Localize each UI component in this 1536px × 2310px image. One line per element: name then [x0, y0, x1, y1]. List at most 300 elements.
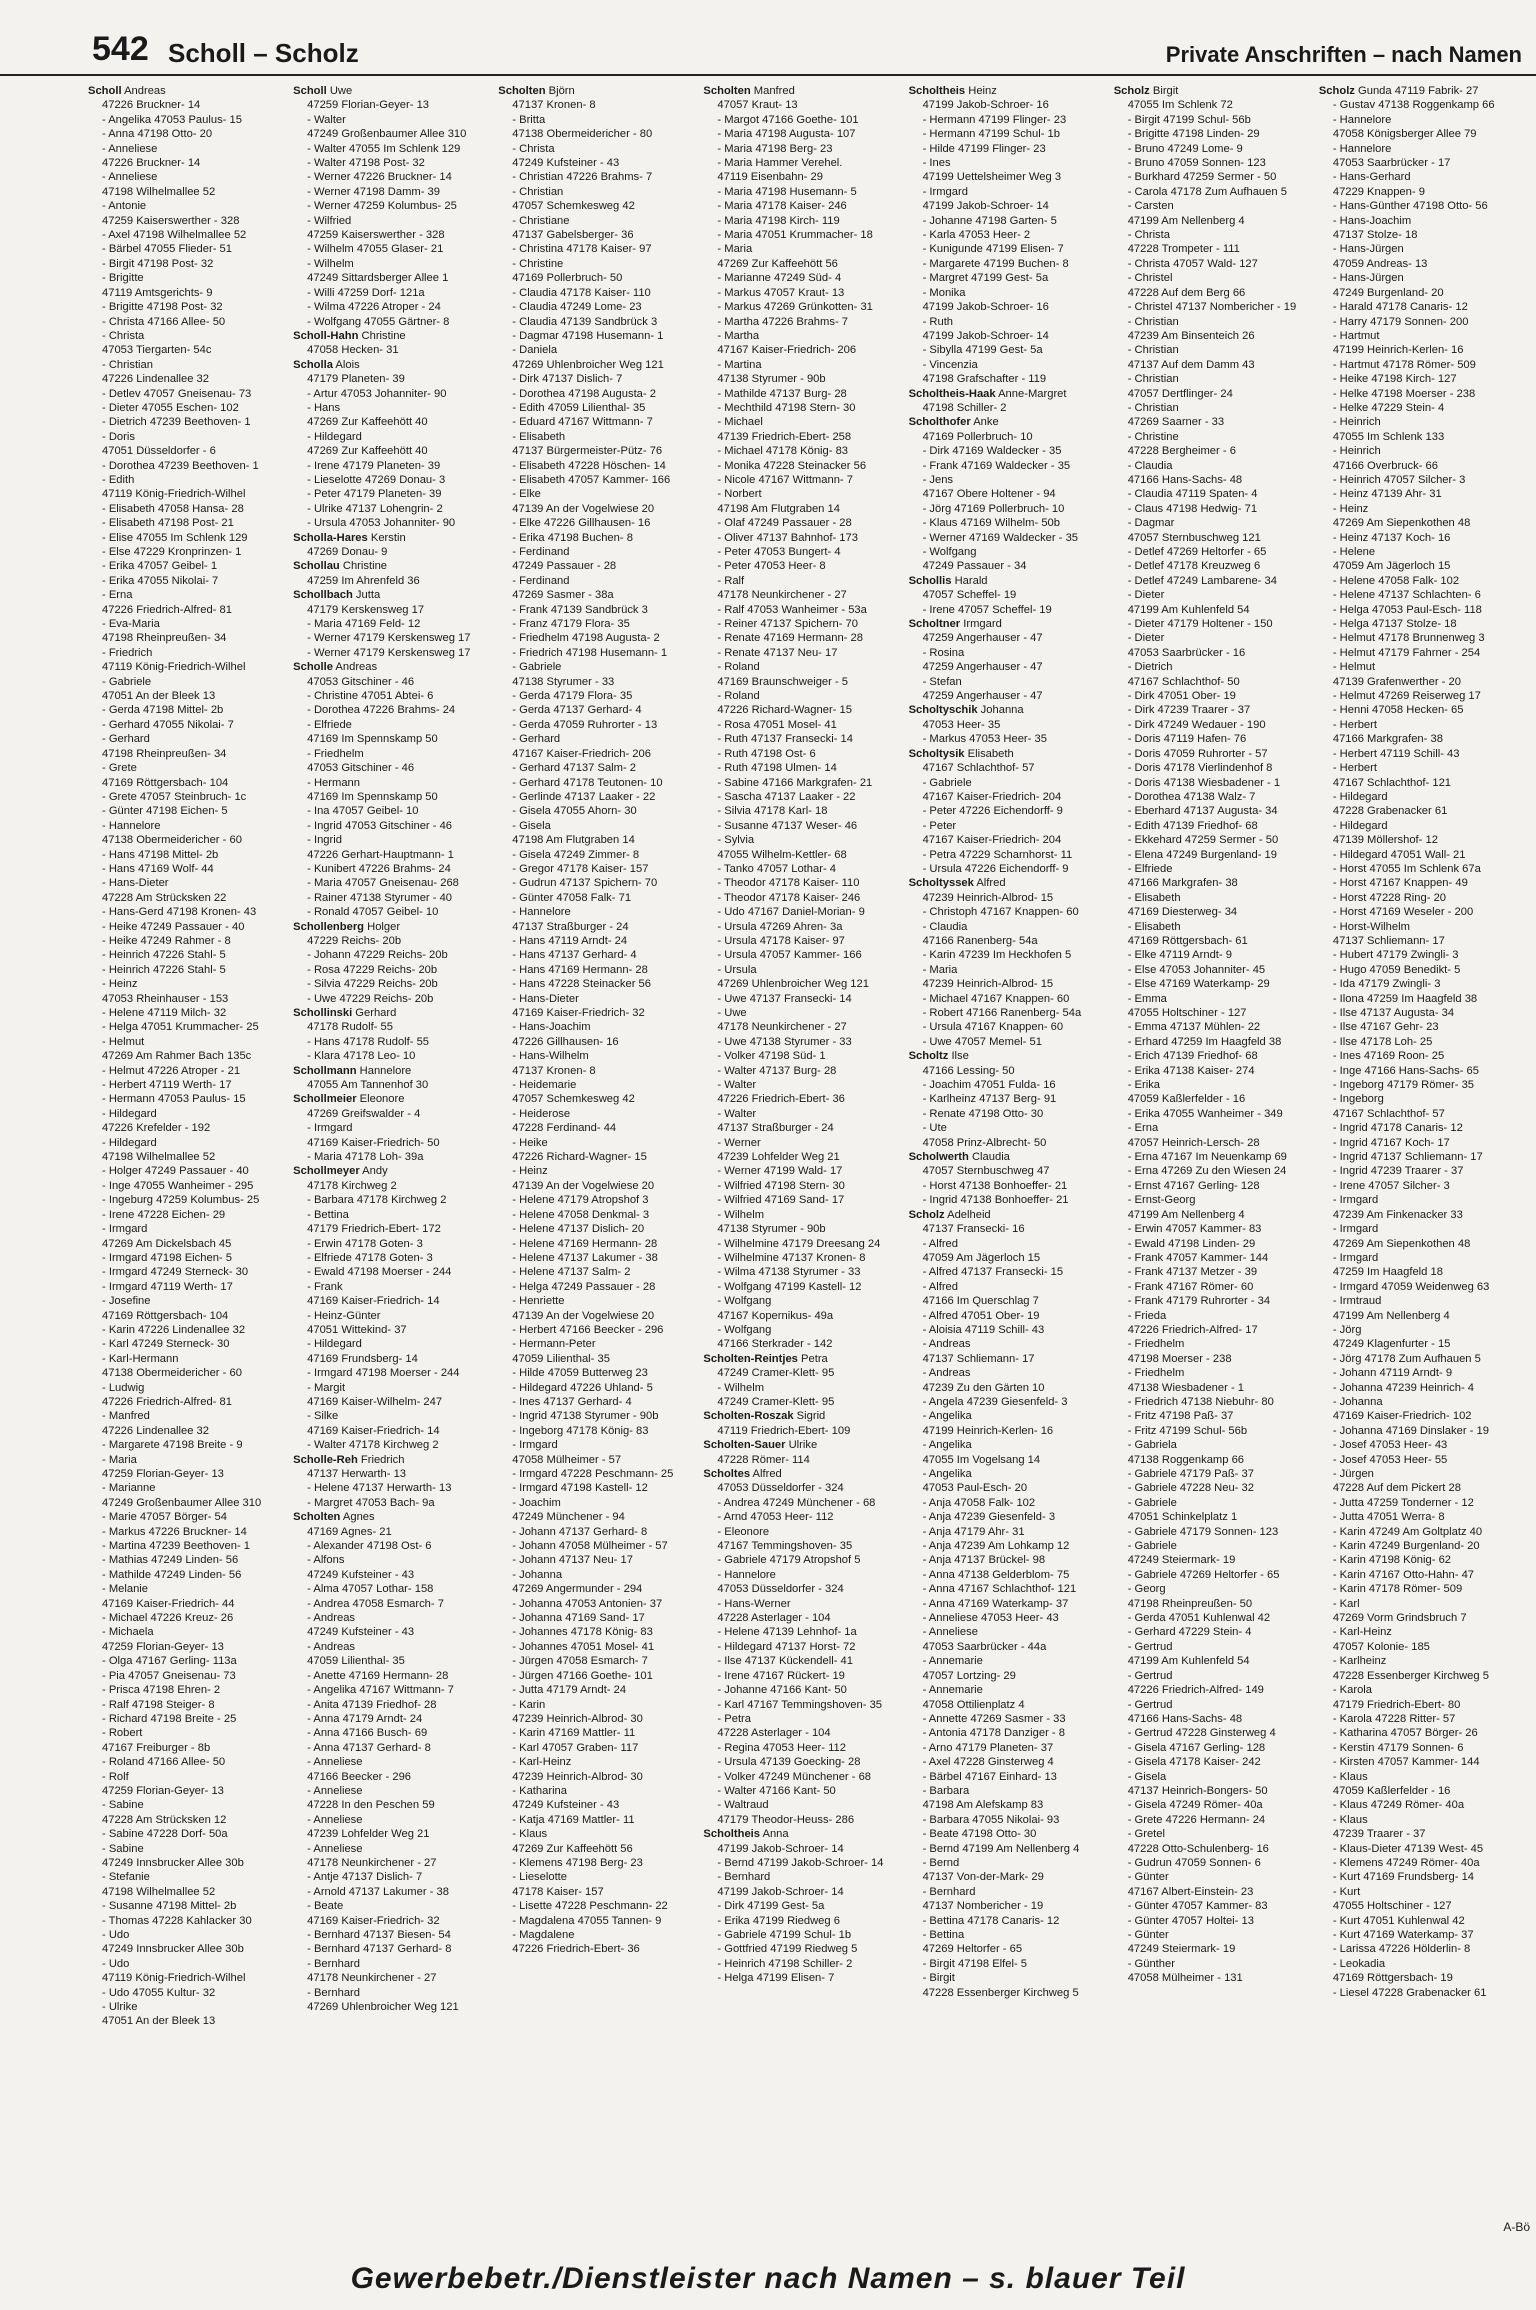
listing-line: 47229 Reichs- 20b [307, 934, 402, 947]
listing-line: - Udo 47167 Daniel-Morian- 9 [717, 906, 865, 919]
listing-line: - Doris 47178 Vierlindenhof 8 [1127, 762, 1273, 775]
listing-line: 47137 Heinrich-Bongers- 50 [1127, 1784, 1268, 1797]
listing-line: - Dieter 47179 Holtener - 150 [1127, 618, 1273, 631]
listing-line: - Eleonore [717, 1525, 770, 1538]
listing-line: - Erika 47138 Kaiser- 274 [1127, 1064, 1255, 1077]
listing-line: - Hugo 47059 Benedikt- 5 [1332, 963, 1461, 976]
listing-line: - Karlheinz 47137 Berg- 91 [922, 1093, 1057, 1106]
listing-line: - Bruno 47059 Sonnen- 123 [1127, 157, 1266, 170]
listing-line: - Ewald 47198 Moerser - 244 [307, 1266, 452, 1279]
listing-line: - Beate [307, 1900, 344, 1913]
listing-line: - Margot 47166 Goethe- 101 [717, 113, 859, 126]
listing-line: - Edith 47059 Lilienthal- 35 [512, 401, 646, 414]
listing-line: - Carsten [1127, 200, 1174, 213]
listing-line: - Johanne 47166 Kant- 50 [717, 1684, 847, 1697]
listing-line: - Rosa 47051 Mosel- 41 [717, 718, 837, 731]
listing-line: - Horst 47228 Ring- 20 [1332, 891, 1447, 904]
listing-line: - Wolfgang [717, 1323, 772, 1336]
listing-line: 47137 Straßburger - 24 [512, 920, 629, 933]
surname: Scholwerth [908, 1151, 969, 1164]
listing-line: - Walter [717, 1107, 757, 1120]
given-name: Adelheid [944, 1208, 991, 1221]
listing-line: - Helene 47119 Milch- 32 [102, 1007, 227, 1019]
listing-line: - Friedrich [102, 646, 153, 659]
listing-line: - Doris 47059 Ruhrorter - 57 [1127, 747, 1268, 760]
listing-line: - Irmgard [922, 185, 968, 198]
listing-line: - Jörg [1332, 1323, 1362, 1336]
listing-line: - Jörg 47178 Zum Aufhauen 5 [1332, 1352, 1481, 1365]
listing-line: - Ingrid 47178 Canaris- 12 [1332, 1122, 1463, 1135]
listing-line: - Werner 47198 Damm- 39 [307, 185, 440, 198]
listing-line: - Friedhelm [1127, 1338, 1185, 1351]
listing-line: - Joachim [512, 1496, 561, 1509]
given-name: Irmgard [960, 618, 1002, 631]
listing-line: - Ralf [717, 574, 745, 587]
listing-line: - Detlev 47057 Gneisenau- 73 [102, 387, 252, 400]
listing-line: 47169 Kaiser-Friedrich- 50 [307, 1136, 440, 1149]
listing-line: 47198 Am Flutgraben 14 [512, 834, 635, 847]
listing-line: - Wilhelm [717, 1381, 765, 1394]
listing-line: 47226 Gillhausen- 16 [512, 1035, 619, 1048]
listing-line: 47169 Im Spennskamp 50 [307, 790, 438, 803]
listing-line: - Irmgard [102, 1223, 148, 1236]
listing-line: - Erna 47269 Zu den Wiesen 24 [1127, 1165, 1287, 1178]
listing-line: 47169 Pollerbruch- 10 [922, 430, 1033, 443]
listing-line: - Eberhard 47137 Augusta- 34 [1127, 805, 1278, 818]
directory-column [1114, 84, 1313, 2234]
listing-line: - Claus 47198 Hedwig- 71 [1127, 502, 1258, 515]
listing-line: - Hannelore [512, 906, 571, 919]
listing-line: - Olaf 47249 Passauer - 28 [717, 517, 852, 530]
listing-line: - Friedhelm [307, 747, 364, 760]
listing-line: - Gerhard 47055 Nikolai- 7 [102, 718, 234, 731]
listing-line: - Ute [922, 1122, 947, 1135]
listing-line: - Irmgard [1332, 1223, 1379, 1236]
listing-line: - Klemens 47198 Berg- 23 [512, 1856, 643, 1869]
listing-line: - Rosina [922, 646, 965, 659]
listing-line: - Edith 47139 Friedhof- 68 [1127, 819, 1258, 832]
listing-line: - Heinrich 47057 Silcher- 3 [1332, 473, 1466, 486]
listing-line: - Johanna 47169 Sand- 17 [512, 1612, 645, 1625]
listing-line: - Hans 47198 Mittel- 2b [102, 848, 219, 861]
listing-line: - Heike 47249 Passauer - 40 [102, 920, 245, 933]
listing-line: 47058 Prinz-Albrecht- 50 [922, 1136, 1047, 1149]
listing-line: - Irene 47228 Eichen- 29 [102, 1208, 226, 1221]
listing-line: - Hans-Jürgen [1332, 243, 1404, 256]
listing-line: - Elisabeth 47198 Post- 21 [102, 517, 234, 530]
listing-line: - Christian [512, 185, 564, 198]
listing-line: - Klaus [1332, 1813, 1368, 1826]
listing-line: - Alfred [922, 1237, 959, 1250]
listing-line: - Alma 47057 Lothar- 158 [307, 1583, 434, 1596]
listing-line: - Willi 47259 Dorf- 121a [307, 286, 425, 299]
listing-line: - Marianne 47249 Süd- 4 [717, 272, 842, 285]
listing-line: - Karl-Heinz [1332, 1626, 1392, 1639]
listing-line: 47229 Knappen- 9 [1332, 185, 1425, 198]
listing-line: - Renate 47169 Hermann- 28 [717, 632, 863, 645]
listing-line: - Horst 47055 Im Schlenk 67a [1332, 862, 1481, 875]
surname: Schollmeier [293, 1093, 357, 1106]
listing-line: - Eva-Maria [102, 618, 160, 631]
listing-line: - Anna 47198 Otto- 20 [102, 128, 213, 141]
listing-line: - Helga 47053 Paul-Esch- 118 [1332, 603, 1482, 616]
listing-line: - Kunigunde 47199 Elisen- 7 [922, 243, 1064, 256]
listing-line: 47228 Grabenacker 61 [1332, 805, 1448, 818]
listing-line: - Jens [922, 473, 954, 486]
listing-line: - Andreas [307, 1612, 356, 1625]
listing-line: - Prisca 47198 Ehren- 2 [102, 1684, 221, 1697]
listing-line: - Heinz-Günter [307, 1309, 381, 1322]
listing-line: - Maria 47169 Feld- 12 [307, 618, 421, 631]
listing-line: - Sabine [102, 1842, 144, 1855]
listing-line: 47249 Kufsteiner - 43 [512, 157, 620, 170]
listing-line: - Wilfried [307, 214, 352, 227]
given-name: Manfred [750, 85, 795, 97]
listing-line: - Karin 47178 Römer- 509 [1332, 1583, 1463, 1596]
listing-line: - Anna 47138 Gelderblom- 75 [922, 1568, 1070, 1581]
listing-line: - Heike 47198 Kirch- 127 [1332, 373, 1457, 386]
listing-line: - Roland [717, 661, 760, 674]
surname: Scholle-Reh [293, 1453, 358, 1466]
listing-line: - Bernhard 47137 Biesen- 54 [307, 1929, 451, 1941]
listing-line: - Frank 47179 Ruhrorter - 34 [1127, 1295, 1271, 1308]
listing-line: - Christine [512, 257, 564, 270]
listing-line: - Markus 47226 Bruckner- 14 [102, 1525, 247, 1538]
listing-line: - Elisabeth [512, 430, 566, 443]
listing-line: - Frank 47169 Waldecker - 35 [922, 459, 1071, 472]
listing-line: - Ilse 47167 Gehr- 23 [1332, 1021, 1439, 1034]
listing-line: - Daniela [512, 344, 558, 357]
listing-line: 47198 Rheinpreußen- 50 [1127, 1597, 1253, 1610]
surname-entry [909, 703, 1108, 717]
listing-line: - Dietrich 47239 Beethoven- 1 [102, 416, 251, 429]
listing-line: - Ursula 47053 Johanniter- 90 [307, 517, 456, 530]
listing-line: 47139 Friedrich-Ebert- 258 [717, 430, 852, 443]
listing-line: - Gerhard [102, 733, 150, 746]
listing-line: - Dieter [1127, 589, 1165, 602]
listing-line: - Karl [1332, 1597, 1360, 1610]
listing-line: 47259 Im Haagfeld 18 [1332, 1266, 1443, 1279]
listing-line: - Ursula [717, 963, 757, 976]
listing-line: - Frank [307, 1280, 343, 1293]
listing-line: 47228 Essenberger Kirchweg 5 [1332, 1669, 1489, 1682]
listing-line: - Helene 47139 Lehnhof- 1a [717, 1626, 857, 1639]
listing-line: - Gertrud 47228 Ginsterweg 4 [1127, 1727, 1276, 1740]
listing-line: - Gerhard 47229 Stein- 4 [1127, 1626, 1252, 1639]
given-name: Harald [951, 574, 988, 587]
listing-line: - Christa 47057 Wald- 127 [1127, 257, 1258, 270]
listing-line: - Martha [717, 329, 760, 342]
listing-line: 47199 Jakob-Schroer- 16 [922, 99, 1049, 112]
listing-line: - Erna [1127, 1122, 1159, 1135]
surname: Schollbach [293, 589, 353, 602]
listing-line: 47169 Frundsberg- 14 [307, 1352, 418, 1365]
listing-line: - Uwe [717, 1007, 747, 1019]
listing-line: - Irmgard 47198 Eichen- 5 [102, 1251, 232, 1264]
listing-line: - Hildegard [1332, 790, 1388, 803]
listing-line: - Hildegard 47051 Wall- 21 [1332, 848, 1466, 861]
listing-line: 47269 Zur Kaffeehött 40 [307, 416, 428, 429]
listing-line: 47178 Kaiser- 157 [512, 1885, 604, 1898]
surname-entry [909, 387, 1108, 401]
listing-line: - Katharina 47057 Börger- 26 [1332, 1727, 1478, 1740]
listing-line: 47055 Wilhelm-Kettler- 68 [717, 848, 847, 861]
surname: Scholz [1113, 85, 1150, 97]
listing-line: - Renate 47137 Neu- 17 [717, 646, 838, 659]
listing-line: 47139 An der Vogelwiese 20 [512, 1309, 655, 1322]
footer-note: Gewerbebetr./Dienstleister nach Namen – s. blauer Teil [350, 2262, 1186, 2295]
listing-line: - Gabriele 47179 Paß- 37 [1127, 1468, 1254, 1480]
listing-line: - Maria 47057 Gneisenau- 268 [307, 877, 459, 890]
listing-line: 47057 Lortzing- 29 [922, 1669, 1016, 1682]
listing-line: - Claudia [1127, 459, 1173, 472]
listing-line: - Ingeborg [1332, 1093, 1384, 1106]
listing-line: - Dirk 47199 Gest- 5a [717, 1900, 825, 1913]
given-name: Andy [359, 1165, 388, 1178]
listing-line: - Gerda 47059 Ruhrorter - 13 [512, 718, 658, 731]
listing-line: 47053 Tiergarten- 54c [102, 344, 212, 357]
listing-line: - Arnold 47137 Lakumer - 38 [307, 1885, 449, 1898]
listing-line: - Anna 47179 Arndt- 24 [307, 1712, 423, 1725]
listing-line: 47053 Gitschiner - 46 [307, 762, 415, 775]
listing-line: - Manfred [102, 1410, 150, 1423]
listing-line: - Pia 47057 Gneisenau- 73 [102, 1669, 236, 1682]
listing-line: - Harry 47179 Sonnen- 200 [1332, 315, 1469, 328]
listing-line: - Stefanie [102, 1871, 150, 1884]
listing-line: - Henriette [512, 1295, 565, 1308]
listing-line: - Anneliese [102, 171, 158, 184]
listing-line: 47259 Angerhauser - 47 [922, 661, 1043, 674]
listing-line: - Aloisia 47119 Schill- 43 [922, 1323, 1045, 1336]
listing-line: 47269 Sasmer - 38a [512, 589, 614, 602]
listing-line: - Alfons [307, 1554, 345, 1567]
listing-line: - Gustav 47138 Roggenkamp 66 [1332, 99, 1495, 112]
listing-line: - Klaus 47169 Wilhelm- 50b [922, 517, 1060, 530]
surname-entry [293, 1164, 492, 1178]
listing-line: - Antonia 47178 Danziger - 8 [922, 1727, 1065, 1740]
listing-line: - Marie 47057 Börger- 54 [102, 1511, 227, 1524]
listing-line: 47198 Wilhelmallee 52 [102, 1885, 216, 1898]
listing-line: - Uwe 47057 Memel- 51 [922, 1035, 1042, 1048]
listing-line: - Claudia 47178 Kaiser- 110 [512, 286, 651, 299]
listing-line: - Helene 47179 Atropshof 3 [512, 1194, 649, 1207]
listing-line: - Helke 47198 Moerser - 238 [1332, 387, 1476, 400]
surname: Schollau [293, 560, 340, 573]
listing-line: - Irene 47179 Planeten- 39 [307, 459, 441, 472]
listing-line: - Anna 47137 Gerhard- 8 [307, 1741, 431, 1754]
surname-entry [909, 747, 1108, 761]
listing-line: - Johanne 47198 Garten- 5 [922, 214, 1057, 227]
listing-line: - Elfriede [307, 718, 352, 731]
listing-line: 47138 Obermeidericher - 60 [102, 834, 242, 847]
listing-line: 47178 Neunkirchener - 27 [307, 1972, 437, 1985]
listing-line: 47057 Dertflinger- 24 [1127, 387, 1233, 400]
listing-line: 47167 Kaiser-Friedrich- 204 [922, 790, 1062, 803]
listing-line: - Elke 47119 Arndt- 9 [1127, 949, 1232, 962]
listing-line: - Carola 47178 Zum Aufhauen 5 [1127, 185, 1287, 198]
listing-line: - Angelika [922, 1410, 972, 1423]
listing-line: 47226 Bruckner- 14 [102, 99, 201, 112]
listing-line: - Günter [1127, 1871, 1169, 1884]
listing-line: - Gregor 47178 Kaiser- 157 [512, 862, 649, 875]
listing-line: - Michael [717, 416, 763, 429]
listing-line: 47053 Düsseldorfer - 324 [717, 1583, 844, 1596]
listing-line: 47178 Neunkirchener - 27 [717, 1021, 847, 1034]
listing-line: - Frank 47167 Römer- 60 [1127, 1280, 1254, 1293]
listing-line: - Antje 47137 Dislich- 7 [307, 1871, 423, 1884]
surname: Scholtner [908, 618, 961, 631]
surname: Schollinski [293, 1007, 353, 1019]
listing-line: 47226 Friedrich-Alfred- 149 [1127, 1684, 1264, 1697]
listing-line: - Axel 47228 Ginsterweg 4 [922, 1756, 1054, 1769]
directory-column [88, 84, 287, 2234]
listing-line: - Irmgard [512, 1439, 558, 1452]
listing-line: 47198 Grafschafter - 119 [922, 373, 1047, 386]
listing-line: - Hans-Joachim [512, 1021, 591, 1034]
surname: Scholten-Reintjes [703, 1352, 798, 1365]
listing-line: 47137 Gabelsberger- 36 [512, 229, 634, 242]
listing-line: - Birgit 47198 Post- 32 [102, 257, 214, 270]
listing-line: - Johanna 47169 Dinslaker - 19 [1332, 1424, 1489, 1437]
listing-line: 47053 Gitschiner - 46 [307, 675, 415, 688]
surname-entry [293, 559, 492, 573]
surname: Scholl-Hahn [293, 329, 359, 342]
listing-line: - Norbert [717, 488, 762, 501]
listing-line: 47139 Grafenwerther - 20 [1332, 675, 1461, 688]
listing-line: 47051 Wittekind- 37 [307, 1323, 407, 1336]
listing-line: - Christian [102, 358, 153, 371]
listing-line: - Günter 47057 Kammer- 83 [1127, 1900, 1268, 1913]
listing-line: - Dieter 47055 Eschen- 102 [102, 401, 239, 414]
listing-line: - Dirk 47169 Waldecker - 35 [922, 445, 1062, 458]
listing-line: - Irene 47057 Silcher- 3 [1332, 1179, 1450, 1192]
listing-line: 47169 Röttgersbach- 104 [102, 1309, 229, 1322]
listing-line: - Sabine 47228 Dorf- 50a [102, 1828, 228, 1841]
listing-line: - Helene 47169 Hermann- 28 [512, 1237, 658, 1250]
listing-line: - Werner 47199 Wald- 17 [717, 1165, 843, 1178]
listing-line: - Andreas [922, 1338, 971, 1351]
listing-line: - Silke [307, 1410, 339, 1423]
listing-line: 47199 Am Kuhlenfeld 54 [1127, 603, 1250, 616]
listing-line: - Karin 47249 Am Goltplatz 40 [1332, 1525, 1483, 1538]
listing-line: - Alfred 47051 Ober- 19 [922, 1309, 1040, 1322]
given-name: Anne-Margret [995, 387, 1067, 400]
listing-line: - Hans-Dieter [512, 992, 579, 1005]
listing-line: 47228 Essenberger Kirchweg 5 [922, 1986, 1079, 1999]
listing-line: - Friedrich 47198 Husemann- 1 [512, 646, 668, 659]
listing-line: - Regina 47053 Heer- 112 [717, 1741, 846, 1754]
listing-line: 47167 Kaiser-Friedrich- 204 [922, 834, 1062, 847]
listing-line: - Johann 47058 Mülheimer - 57 [512, 1540, 668, 1553]
listing-line: - Magdalena 47055 Tannen- 9 [512, 1914, 662, 1927]
listing-line: - Vincenzia [922, 358, 978, 371]
listing-line: - Johannes 47051 Mosel- 41 [512, 1640, 655, 1653]
listing-line: 47167 Schlachthof- 57 [922, 762, 1035, 775]
listing-line: 47269 Uhlenbroicher Weg 121 [307, 2001, 459, 2014]
listing-line: - Heinz 47137 Koch- 16 [1332, 531, 1451, 544]
listing-line: - Walter 47178 Kirchweg 2 [307, 1439, 439, 1452]
listing-line: - Gisela 47178 Kaiser- 242 [1127, 1756, 1261, 1769]
listing-line: - Detlef 47178 Kreuzweg 6 [1127, 560, 1261, 573]
listing-line: - Barbara [922, 1784, 970, 1797]
listing-line: - Gisela 47249 Zimmer- 8 [512, 848, 640, 861]
listing-line: - Christian [1127, 373, 1179, 386]
listing-line: - Rosa 47229 Reichs- 20b [307, 963, 438, 976]
listing-line: 47179 Kerskensweg 17 [307, 603, 425, 616]
listing-line: - Roland 47166 Allee- 50 [102, 1756, 226, 1769]
listing-line: 47166 Markgrafen- 38 [1332, 733, 1443, 746]
listing-line: 47119 Friedrich-Ebert- 109 [717, 1424, 851, 1437]
listing-line: - Klara 47178 Leo- 10 [307, 1050, 416, 1063]
listing-line: - Gisela 47249 Römer- 40a [1127, 1799, 1263, 1812]
listing-line: - Hans 47178 Rudolf- 55 [307, 1035, 430, 1048]
listing-line: - Marianne [102, 1482, 156, 1495]
listing-line: - Karl 47167 Temmingshoven- 35 [717, 1698, 883, 1711]
listing-line: 47239 Traarer - 37 [1332, 1828, 1426, 1841]
listing-line: - Margarete 47198 Breite - 9 [102, 1439, 243, 1452]
listing-line: 47228 Am Strücksken 22 [102, 891, 227, 904]
listing-line: 47239 Am Binsenteich 26 [1127, 329, 1255, 342]
listing-line: - Anja 47239 Am Lohkamp 12 [922, 1540, 1070, 1553]
listing-line: - Maria 47198 Berg- 23 [717, 142, 833, 155]
given-name: Björn [545, 85, 575, 97]
surname-entry [909, 1049, 1108, 1063]
listing-line: - Wilfried 47169 Sand- 17 [717, 1194, 845, 1207]
listing-line: - Walter [307, 113, 346, 126]
listing-line: 47137 Nombericher - 19 [922, 1900, 1044, 1913]
listing-line: - Helke 47229 Stein- 4 [1332, 401, 1445, 414]
listing-line: - Bernhard [717, 1871, 771, 1884]
listing-line: 47167 Temmingshoven- 35 [717, 1540, 853, 1553]
directory-column [909, 84, 1108, 2234]
surname-entry [909, 84, 1108, 98]
listing-line: 47226 Friedrich-Alfred- 81 [102, 1395, 232, 1408]
listing-line: - Anja 47137 Brückel- 98 [922, 1554, 1046, 1567]
listing-line: - Christa [1127, 229, 1170, 242]
listing-line: - Erika 47055 Nikolai- 7 [102, 574, 219, 587]
listing-line: - Margit [307, 1381, 346, 1394]
listing-line: 47269 Greifswalder - 4 [307, 1107, 421, 1120]
listing-line: 47167 Kopernikus- 49a [717, 1309, 834, 1322]
listing-line: 47269 Donau- 9 [307, 546, 388, 558]
surname: Scholtes [703, 1468, 751, 1480]
given-name: Elisabeth [964, 747, 1014, 760]
given-name: Alois [332, 358, 360, 371]
listing-line: - Bettina 47178 Canaris- 12 [922, 1914, 1060, 1927]
listing-line: - Detlef 47249 Lambarene- 34 [1127, 574, 1277, 587]
listing-line: - Heinrich 47198 Schiller- 2 [717, 1957, 853, 1970]
listing-line: 47169 Kaiser-Wilhelm- 247 [307, 1395, 443, 1408]
listing-line: - Bernhard [922, 1885, 976, 1898]
listing-line: - Dagmar [1127, 517, 1175, 530]
listing-line: 47199 Jakob-Schroer- 14 [717, 1842, 844, 1855]
listing-line: - Gerhard 47137 Salm- 2 [512, 762, 637, 775]
listing-line: - Helga 47199 Elisen- 7 [717, 1972, 835, 1985]
listing-line: - Dieter [1127, 632, 1165, 645]
listing-line: 47269 Uhlenbroicher Weg 121 [717, 978, 869, 991]
listing-line: - Heinz [1332, 502, 1369, 515]
listing-line: - Hilde 47059 Butterweg 23 [512, 1367, 648, 1380]
listing-line: - Christa [512, 142, 555, 155]
listing-line: - Karin 47226 Lindenallee 32 [102, 1323, 246, 1336]
directory-column [293, 84, 492, 2234]
listing-line: 47053 Saarbrücker - 16 [1127, 646, 1246, 659]
listing-line: - Ruth 47198 Ost- 6 [717, 747, 816, 760]
listing-line: 47137 Schliemann- 17 [922, 1352, 1035, 1365]
listing-line: 47228 Ferdinand- 44 [512, 1122, 617, 1135]
surname: Scholten-Roszak [703, 1410, 794, 1423]
listing-line: - Christa [102, 329, 145, 342]
